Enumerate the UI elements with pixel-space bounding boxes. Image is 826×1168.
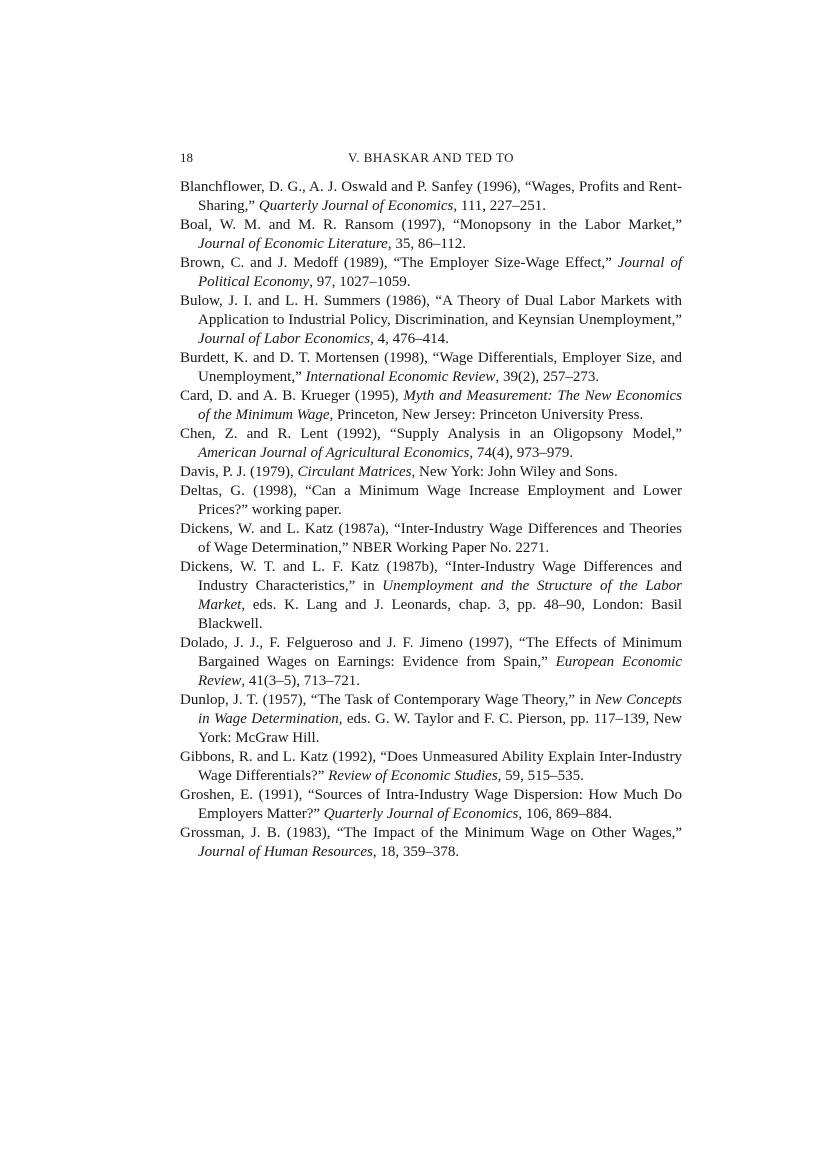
reference-text: Blanchflower, D. G., A. J. Oswald and P. Sanfey (1996), “Wages, Profits and Rent-Sharing,” — [180, 179, 682, 214]
reference-entry — [180, 216, 682, 254]
reference-details: , 39(2), 257–273. — [495, 369, 600, 385]
reference-text: Groshen, E. (1991), “Sources of Intra-Industry Wage Dispersion: How Much Do Employers Matter?” — [180, 787, 682, 822]
reference-details: , New York: John Wiley and Sons. — [411, 464, 618, 480]
reference-source-title: New Concepts in Wage Determination — [198, 692, 682, 727]
page-number: 18 — [180, 150, 193, 165]
reference-text: Chen, Z. and R. Lent (1992), “Supply Analysis in an Oligopsony Model,” — [180, 426, 682, 442]
reference-text: Boal, W. M. and M. R. Ransom (1997), “Monopsony in the Labor Market,” — [180, 217, 682, 233]
reference-text: Card, D. and A. B. Krueger (1995), — [180, 388, 404, 404]
reference-source-title: Unemployment and the Structure of the Labor Market — [198, 578, 682, 613]
reference-entry — [180, 482, 682, 520]
reference-entry — [180, 824, 682, 862]
reference-entry — [180, 349, 682, 387]
reference-entry — [180, 520, 682, 558]
reference-text: Bulow, J. I. and L. H. Summers (1986), “A Theory of Dual Labor Markets with Application to Industrial Policy, Discrimination, and Keynsian Unemployment,” — [180, 293, 682, 328]
reference-details: , 97, 1027–1059. — [309, 274, 411, 290]
reference-details: , 59, 515–535. — [497, 768, 584, 784]
reference-text: Burdett, K. and D. T. Mortensen (1998), “Wage Differentials, Employer Size, and Unemployment,” — [180, 350, 682, 385]
reference-details: , 35, 86–112. — [387, 236, 467, 252]
reference-source-title: Journal of Human Resources — [198, 844, 373, 860]
reference-source-title: Journal of Political Economy — [198, 255, 683, 290]
reference-details: , 111, 227–251. — [453, 198, 547, 214]
page — [180, 148, 682, 862]
reference-details: , 74(4), 973–979. — [469, 445, 574, 461]
reference-entry — [180, 254, 682, 292]
reference-entry — [180, 463, 682, 482]
reference-text: Brown, C. and J. Medoff (1989), “The Employer Size-Wage Effect,” — [180, 255, 618, 271]
reference-entry — [180, 292, 682, 349]
reference-source-title: Journal of Economic Literature — [198, 236, 388, 252]
reference-details: , Princeton, New Jersey: Princeton University Press. — [329, 407, 644, 423]
reference-entry — [180, 387, 682, 425]
reference-source-title: Journal of Labor Economics — [198, 331, 371, 347]
reference-details: , 41(3–5), 713–721. — [241, 673, 361, 689]
reference-entry — [180, 425, 682, 463]
reference-text: Dolado, J. J., F. Felgueroso and J. F. Jimeno (1997), “The Effects of Minimum Bargained Wages on Earnings: Evidence from Spain,” — [180, 635, 682, 670]
reference-entry — [180, 634, 682, 691]
page-header — [180, 148, 682, 170]
reference-source-title: Review of Economic Studies — [328, 768, 498, 784]
reference-entry — [180, 178, 682, 216]
reference-entry — [180, 748, 682, 786]
reference-text: Davis, P. J. (1979), — [180, 464, 298, 480]
reference-details: , eds. G. W. Taylor and F. C. Pierson, pp. 117–139, New York: McGraw Hill. — [198, 711, 683, 746]
reference-text: Dickens, W. and L. Katz (1987a), “Inter-Industry Wage Differences and Theories of Wage Determination,” NBER Working Paper No. 2271. — [180, 521, 682, 556]
running-head: V. BHASKAR AND TED TO — [348, 150, 514, 165]
reference-details: , 106, 869–884. — [518, 806, 613, 822]
reference-details: , eds. K. Lang and J. Leonards, chap. 3, pp. 48–90, London: Basil Blackwell. — [198, 597, 682, 632]
reference-entry — [180, 786, 682, 824]
reference-source-title: Myth and Measurement: The New Economics of the Minimum Wage — [198, 388, 682, 423]
reference-details: , 18, 359–378. — [372, 844, 460, 860]
reference-source-title: American Journal of Agricultural Economics — [198, 445, 470, 461]
reference-list — [180, 178, 682, 862]
reference-source-title: European Economic Review — [198, 654, 682, 689]
reference-text: Gibbons, R. and L. Katz (1992), “Does Unmeasured Ability Explain Inter-Industry Wage Differentials?” — [180, 749, 682, 784]
reference-text: Dunlop, J. T. (1957), “The Task of Contemporary Wage Theory,” in — [180, 692, 596, 708]
reference-source-title: Quarterly Journal of Economics — [323, 806, 519, 822]
reference-details: , 4, 476–414. — [370, 331, 449, 347]
reference-source-title: International Economic Review — [305, 369, 496, 385]
reference-source-title: Circulant Matrices — [297, 464, 412, 480]
reference-source-title: Quarterly Journal of Economics — [258, 198, 454, 214]
reference-text: Deltas, G. (1998), “Can a Minimum Wage Increase Employment and Lower Prices?” working paper. — [180, 483, 682, 518]
reference-entry — [180, 691, 682, 748]
reference-text: Grossman, J. B. (1983), “The Impact of the Minimum Wage on Other Wages,” — [180, 825, 682, 841]
reference-entry — [180, 558, 682, 634]
reference-text: Dickens, W. T. and L. F. Katz (1987b), “Inter-Industry Wage Differences and Industry Characteristics,” in — [180, 559, 682, 594]
